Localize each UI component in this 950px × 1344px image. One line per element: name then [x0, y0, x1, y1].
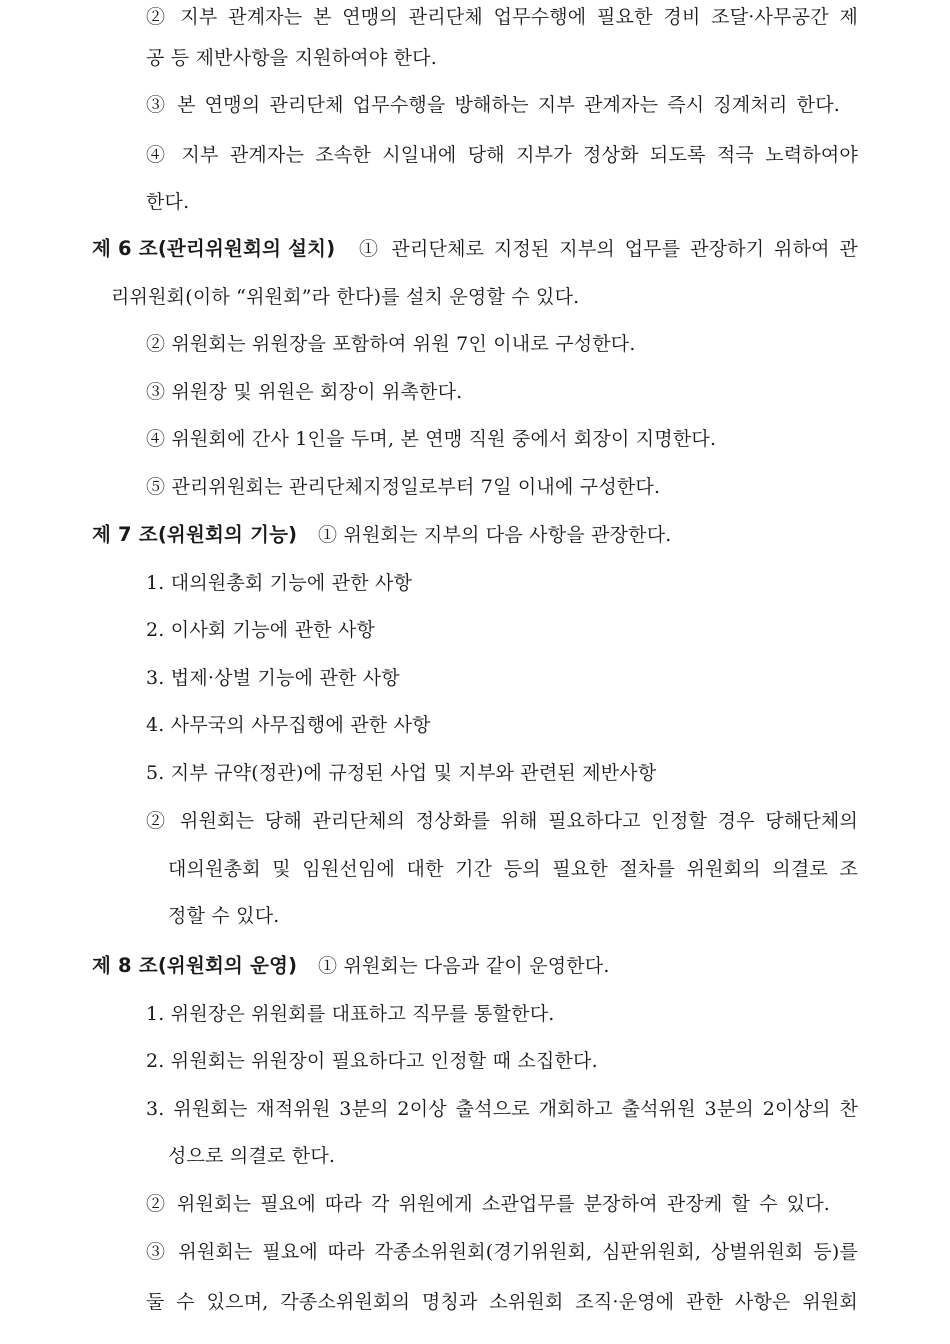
list-item: 1. 위원장은 위원회를 대표하고 직무를 통할한다. [146, 1003, 555, 1025]
text-line: ④ 위원회에 간사 1인을 두며, 본 연맹 직원 중에서 회장이 지명한다. [146, 428, 717, 450]
text-line: ⑤ 관리위원회는 관리단체지정일로부터 7일 이내에 구성한다. [146, 476, 661, 498]
list-item: 5. 지부 규약(정관)에 규정된 사업 및 지부와 관련된 제반사항 [146, 762, 657, 784]
text-line: 리위원회(이하 “위원회”라 한다)를 설치 운영할 수 있다. [111, 286, 580, 308]
text-line: 공 등 제반사항을 지원하여야 한다. [146, 47, 437, 69]
text-line: ④ 지부 관계자는 조속한 시일내에 당해 지부가 정상화 되도록 적극 노력하여야 [146, 144, 858, 166]
text-line: ③ 위원회는 필요에 따라 각종소위원회(경기위원회, 심판위원회, 상벌위원회 등)를 [146, 1241, 858, 1263]
text-line: ③ 위원장 및 위원은 회장이 위촉한다. [146, 381, 463, 403]
text-line: ② 위원회는 위원장을 포함하여 위원 7인 이내로 구성한다. [146, 333, 636, 355]
text-line: 대의원총회 및 임원선임에 대한 기간 등의 필요한 절차를 위원회의 의결로 조 [168, 858, 858, 880]
text-line: ① 관리단체로 지정된 지부의 업무를 관장하기 위하여 관 [359, 238, 858, 260]
list-item: 3. 위원회는 재적위원 3분의 2이상 출석으로 개회하고 출석위원 3분의 2이상의 찬 [146, 1098, 858, 1120]
text-line: ② 위원회는 당해 관리단체의 정상화를 위해 필요하다고 인정할 경우 당해단체의 [146, 810, 858, 832]
text-line: ② 지부 관계자는 본 연맹의 관리단체 업무수행에 필요한 경비 조달·사무공간 제 [146, 6, 858, 28]
list-item: 4. 사무국의 사무집행에 관한 사항 [146, 714, 431, 736]
text-line: ① 위원회는 다음과 같이 운영한다. [318, 955, 610, 977]
article-heading-8: 제 8 조(위원회의 운영) [92, 954, 298, 977]
text-line: ① 위원회는 지부의 다음 사항을 관장한다. [318, 524, 672, 546]
text-line: 성으로 의결로 한다. [168, 1145, 336, 1167]
text-line: ③ 본 연맹의 관리단체 업무수행을 방해하는 지부 관계자는 즉시 징계처리 한다. [146, 94, 840, 116]
list-item: 2. 위원회는 위원장이 필요하다고 인정할 때 소집한다. [146, 1050, 598, 1072]
list-item: 3. 법제·상벌 기능에 관한 사항 [146, 667, 400, 689]
article-heading-7: 제 7 조(위원회의 기능) [92, 523, 298, 546]
text-line: 한다. [146, 191, 190, 213]
article-heading-6: 제 6 조(관리위원회의 설치) [92, 237, 336, 260]
text-line: 둘 수 있으며, 각종소위원회의 명칭과 소위원회 조직·운영에 관한 사항은 위원회 [146, 1291, 858, 1313]
text-line: 정할 수 있다. [168, 905, 280, 927]
list-item: 1. 대의원총회 기능에 관한 사항 [146, 572, 413, 594]
text-line: ② 위원회는 필요에 따라 각 위원에게 소관업무를 분장하여 관장케 할 수 있다. [146, 1193, 830, 1215]
list-item: 2. 이사회 기능에 관한 사항 [146, 619, 376, 641]
